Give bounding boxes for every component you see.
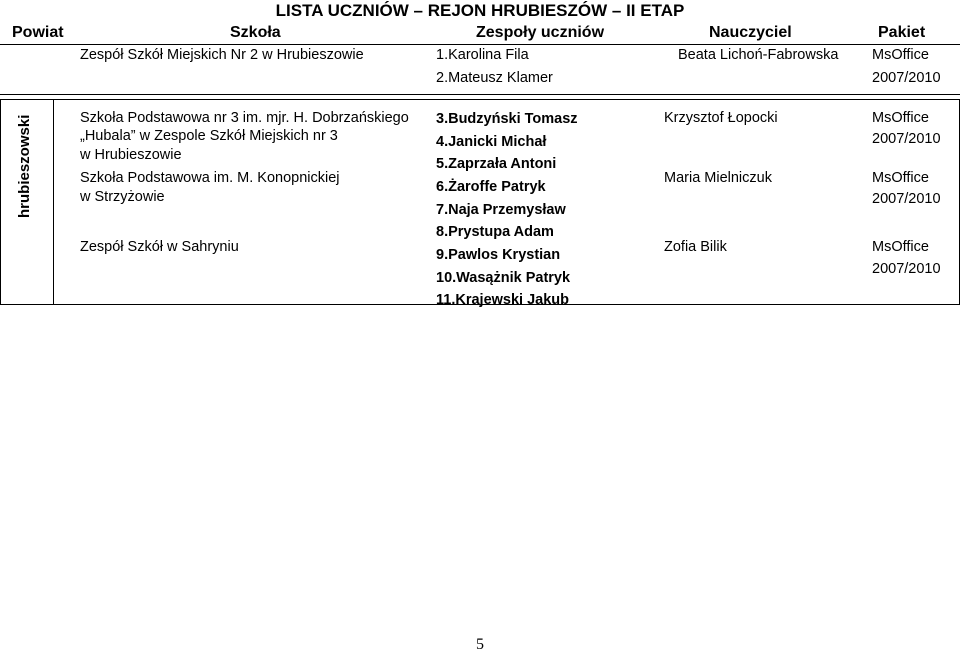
package-1-name: MsOffice	[872, 47, 929, 63]
package-4-name: MsOffice	[872, 239, 929, 255]
student-8: 8.Prystupa Adam	[436, 224, 554, 240]
teacher-1: Beata Lichoń-Fabrowska	[678, 47, 839, 63]
student-9: 9.Pawlos Krystian	[436, 247, 561, 263]
school-sahryn: Zespół Szkół w Sahryniu	[80, 239, 239, 255]
school-sp3-line1: Szkoła Podstawowa nr 3 im. mjr. H. Dobrzańskiego	[80, 110, 409, 126]
package-4-version: 2007/2010	[872, 261, 941, 277]
student-11: 11.Krajewski Jakub	[436, 292, 569, 308]
school-sp3-line2: „Hubala” w Zespole Szkół Miejskich nr 3	[80, 128, 338, 144]
student-7: 7.Naja Przemysław	[436, 202, 566, 218]
student-1: 1.Karolina Fila	[436, 47, 529, 63]
teacher-4: Zofia Bilik	[664, 239, 727, 255]
package-3-version: 2007/2010	[872, 191, 941, 207]
package-1-version: 2007/2010	[872, 70, 941, 86]
powiat-column-divider	[53, 99, 54, 305]
package-2-version: 2007/2010	[872, 131, 941, 147]
powiat-label: hrubieszowski	[16, 114, 33, 218]
student-3: 3.Budzyński Tomasz	[436, 111, 578, 127]
school-sp3-line3: w Hrubieszowie	[80, 147, 182, 163]
row-divider-1	[0, 94, 960, 95]
table-left-border	[0, 99, 1, 305]
student-2: 2.Mateusz Klamer	[436, 70, 553, 86]
page-number: 5	[476, 636, 484, 653]
header-szkola: Szkoła	[230, 24, 281, 41]
school-strzyzow-line2: w Strzyżowie	[80, 189, 165, 205]
row-divider-2	[0, 99, 960, 100]
student-5: 5.Zaprzała Antoni	[436, 156, 557, 172]
header-zespoly: Zespoły uczniów	[476, 24, 605, 41]
header-nauczyciel: Nauczyciel	[709, 24, 792, 41]
teacher-3: Maria Mielniczuk	[664, 170, 772, 186]
student-10: 10.Wasążnik Patryk	[436, 270, 571, 286]
school-strzyzow-line1: Szkoła Podstawowa im. M. Konopnickiej	[80, 170, 340, 186]
package-2-name: MsOffice	[872, 110, 929, 126]
student-4: 4.Janicki Michał	[436, 134, 547, 150]
package-3-name: MsOffice	[872, 170, 929, 186]
page-title: LISTA UCZNIÓW – REJON HRUBIESZÓW – II ETAP	[275, 1, 685, 20]
header-pakiet: Pakiet	[878, 24, 926, 41]
header-powiat: Powiat	[12, 24, 64, 41]
student-6: 6.Żaroffe Patryk	[436, 179, 546, 195]
school-zsm2: Zespół Szkół Miejskich Nr 2 w Hrubieszowie	[80, 47, 364, 63]
teacher-2: Krzysztof Łopocki	[664, 110, 778, 126]
